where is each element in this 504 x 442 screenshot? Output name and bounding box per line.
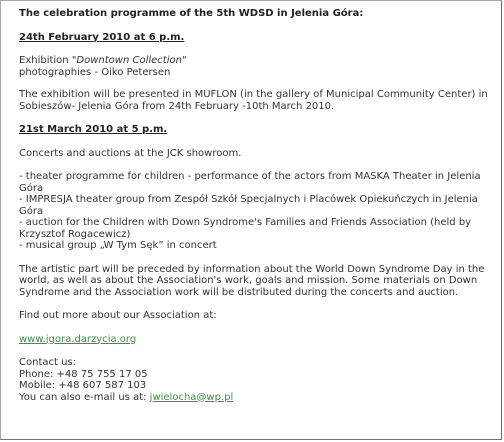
list-item: Krzysztof Rogacewicz) bbox=[19, 228, 131, 240]
exhibition-description-2: Sobieszów- Jelenia Góra from 24th February -10th March 2010. bbox=[19, 100, 335, 112]
event2-date: 21st March 2010 at 5 p.m. bbox=[19, 124, 168, 135]
programme-title: The celebration programme of the 5th WDSD in Jelenia Góra: bbox=[19, 8, 364, 19]
artistic-line: The artistic part will be preceded by information about the World Down Syndrome Day in the bbox=[19, 263, 485, 275]
photographies-line: photographies - Oiko Petersen bbox=[19, 66, 171, 78]
contact-phone: Phone: +48 75 755 17 05 bbox=[19, 368, 148, 380]
find-out-text: Find out more about our Association at: bbox=[19, 310, 217, 321]
programme-list bbox=[19, 171, 499, 252]
list-item: - theater programme for children - performance of the actors from MASKA Theater in Jelenia bbox=[19, 171, 481, 182]
document-content bbox=[19, 8, 499, 403]
website-link[interactable]: www.jgora.darzycia.org bbox=[19, 333, 137, 345]
exhibition-line bbox=[19, 55, 499, 67]
exhibition-prefix: Exhibition bbox=[19, 55, 72, 66]
event1-date: 24th February 2010 at 6 p.m. bbox=[19, 31, 185, 43]
list-item: Góra bbox=[19, 182, 44, 194]
list-item: - auction for the Children with Down Syndrome's Families and Friends Association (held by bbox=[19, 217, 472, 228]
artistic-line: world, as well as about the Association's work, goals and mission. Some materials on Down bbox=[19, 275, 478, 286]
artistic-paragraph bbox=[19, 264, 499, 299]
contact-heading: Contact us: bbox=[19, 357, 77, 368]
exhibition-name: "Downtown Collection" bbox=[71, 55, 187, 66]
contact-email-line bbox=[19, 392, 499, 404]
email-prefix: You can also e-mail us at: bbox=[19, 391, 150, 403]
website-line bbox=[19, 334, 499, 346]
contact-block bbox=[19, 357, 499, 403]
list-item: - IMPRESJA theater group from Zespół Szkół Specjalnych i Placówek Opiekuńczych in Jelenia bbox=[19, 194, 478, 205]
contact-mobile: Mobile: +48 607 587 103 bbox=[19, 380, 147, 391]
exhibition-description-1: The exhibition will be presented in MUFLON (in the gallery of Municipal Community Center) in bbox=[19, 89, 488, 100]
list-item: Góra bbox=[19, 205, 44, 217]
concerts-intro: Concerts and auctions at the JCK showroom. bbox=[19, 147, 242, 159]
email-link[interactable]: jwielocha@wp.pl bbox=[149, 391, 234, 403]
artistic-line: Syndrome and the Association work will be distributed during the concerts and auction. bbox=[19, 286, 459, 298]
list-item: - musical group „W Tym Sęk” in concert bbox=[19, 240, 217, 251]
